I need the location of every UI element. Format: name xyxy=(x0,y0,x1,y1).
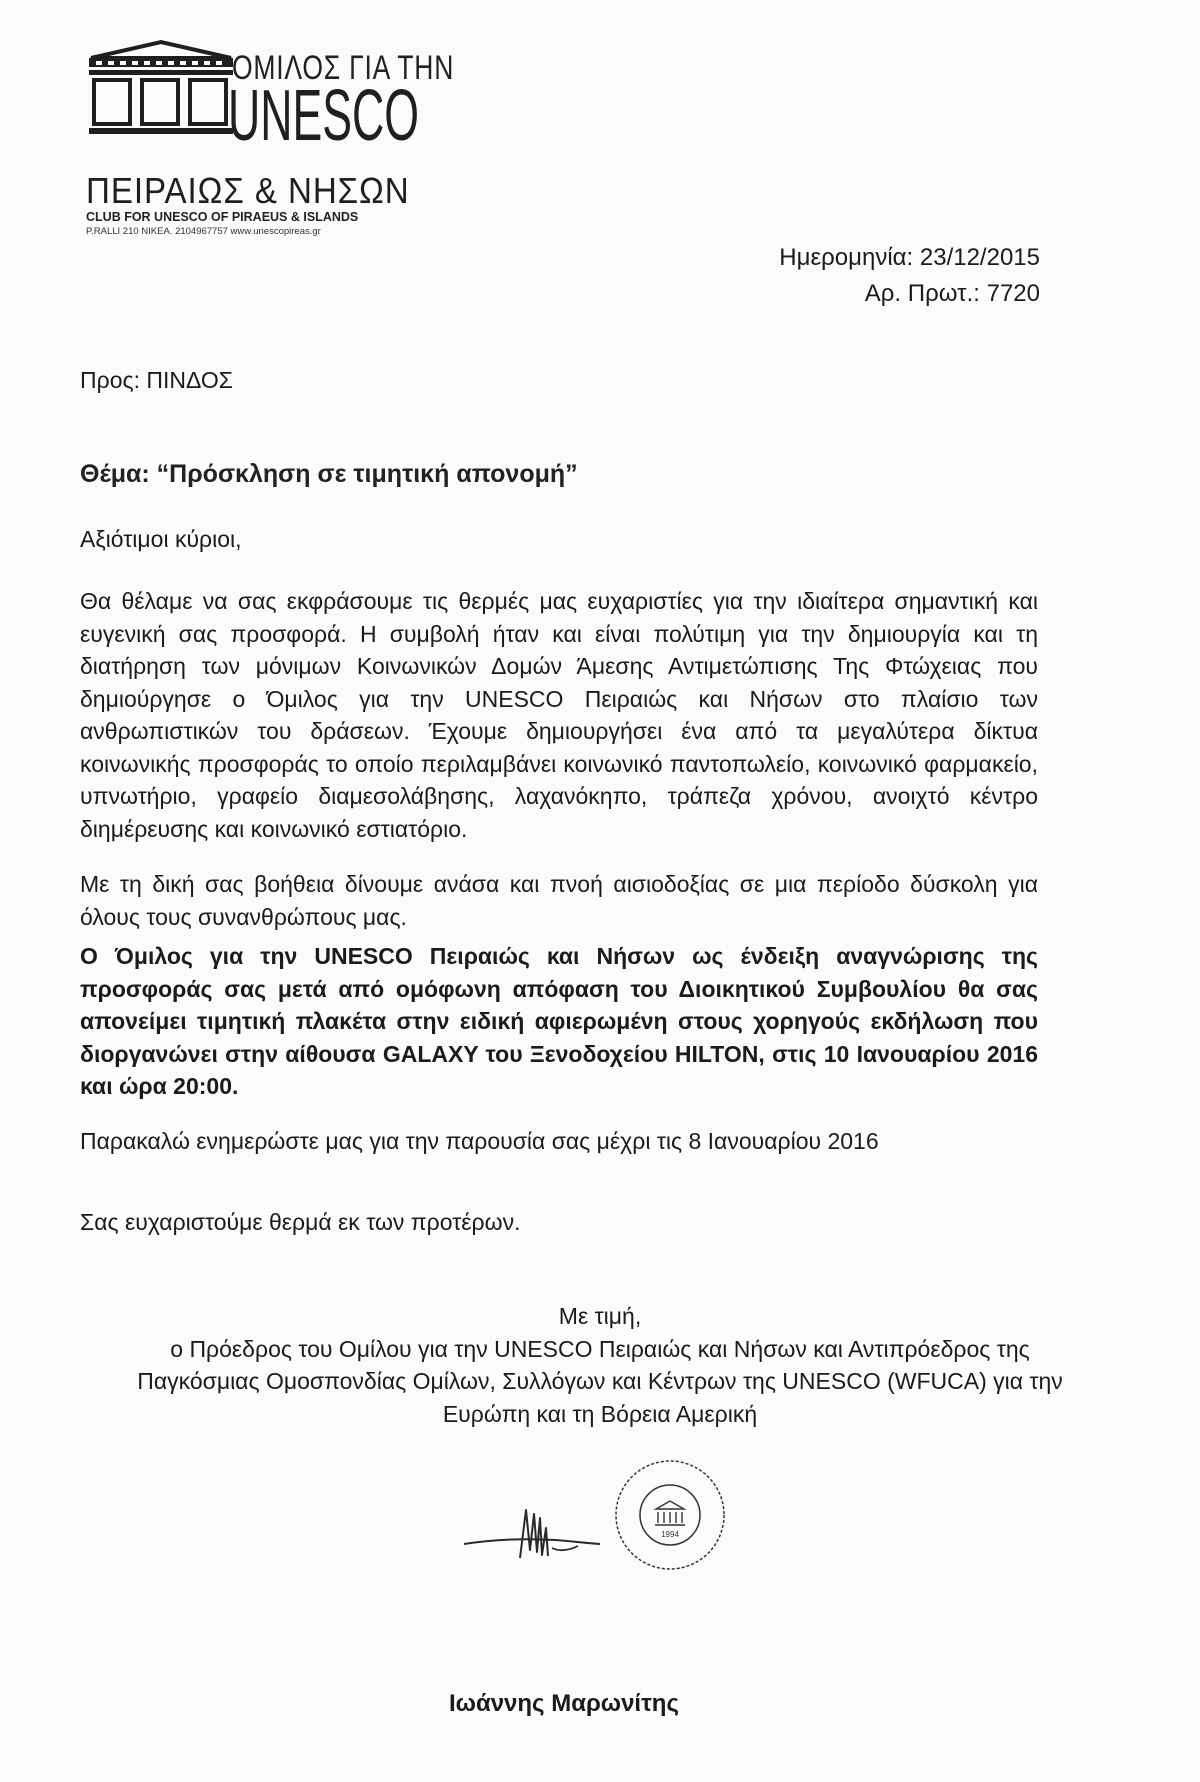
letter-date: Ημερομηνία: 23/12/2015 xyxy=(779,244,1040,271)
letterhead-region: ΠΕΙΡΑΙΩΣ & ΝΗΣΩΝ xyxy=(86,170,410,211)
signer-name: Ιωάννης Μαρωνίτης xyxy=(449,1690,679,1717)
protocol-number: Αρ. Πρωτ.: 7720 xyxy=(864,280,1040,307)
salutation: Αξιότιμοι κύριοι, xyxy=(80,526,242,552)
letterhead-org-line: ΟΜΙΛΟΣ ΓΙΑ ΤΗΝ xyxy=(232,49,455,87)
closing-title-2: Παγκόσμιας Ομοσπονδίας Ομίλων, Συλλόγων και Κέντρων της UNESCO (WFUCA) για την xyxy=(137,1368,1063,1394)
letter-meta xyxy=(779,240,1040,312)
body-paragraph-3: Ο Όμιλος για την UNESCO Πειραιώς και Νήσων ως ένδειξη αναγνώρισης της προσφοράς σας μετά από ομόφωνη απόφαση του Διοικητικού Συμβουλίου θα σας απονείμει τιμητική πλακέτα στην ειδική αφιερωμένη στους χορηγούς εκδήλωση που διοργανώνει στην αίθουσα GALAXY του Ξενοδοχείου HILTON, στις 10 Ιανουαρίου 2016 και ώρα 20:00. xyxy=(80,943,1038,1099)
letterhead-unesco-wordmark: UNESCO xyxy=(228,76,419,156)
official-stamp xyxy=(610,1455,730,1575)
body-paragraph-4: Παρακαλώ ενημερώστε μας για την παρουσία σας μέχρι τις 8 Ιανουαρίου 2016 xyxy=(80,1128,879,1154)
body-paragraph-5: Σας ευχαριστούμε θερμά εκ των προτέρων. xyxy=(80,1209,521,1235)
closing-greeting: Με τιμή, xyxy=(558,1303,642,1329)
recipient: Προς: ΠΙΝΔΟΣ xyxy=(80,367,233,393)
handwritten-signature xyxy=(460,1500,610,1570)
body-paragraph-2: Με τη δική σας βοήθεια δίνουμε ανάσα και πνοή αισιοδοξίας σε μια περίοδο δύσκολη για όλους τους συνανθρώπους μας. xyxy=(80,871,1038,930)
closing-title-1: ο Πρόεδρος του Ομίλου για την UNESCO Πειραιώς και Νήσων και Αντιπρόεδρος της xyxy=(170,1335,1030,1362)
closing-block xyxy=(80,1300,1120,1430)
temple-logo-icon xyxy=(86,36,236,166)
letterhead-contact: P.RALLI 210 NIKEA. 2104967757 www.unescopireas.gr xyxy=(86,226,321,237)
body-paragraph-1: Θα θέλαμε να σας εκφράσουμε τις θερμές μας ευχαριστίες για την ιδιαίτερα σημαντική και ευγενική σας προσφορά. Η συμβολή ήταν και είναι πολύτιμη για την δημιουργία και τη διατήρηση των μόνιμων Κοινωνικών Δομών Άμεσης Αντιμετώπισης Της Φτώχειας που δημιούργησε ο Όμιλος για την UNESCO Πειραιώς και Νήσων στο πλαίσιο των ανθρωπιστικών του δράσεων. Έχουμε δημιουργήσει ένα από τα μεγαλύτερα δίκτυα κοινωνικής προσφοράς το οποίο περιλαμβάνει κοινωνικό παντοπωλείο, κοινωνικό φαρμακείο, υπνωτήριο, γραφείο διαμεσολάβησης, λαχανόκηπο, τράπεζα χρόνου, ανοιχτό κέντρο διημέρευσης και κοινωνικό εστιατόριο. xyxy=(80,588,1038,842)
closing-title-3: Ευρώπη και τη Βόρεια Αμερική xyxy=(442,1400,758,1427)
svg-text:1994: 1994 xyxy=(661,1530,679,1539)
letterhead-english-name: CLUB FOR UNESCO OF PIRAEUS & ISLANDS xyxy=(86,210,359,224)
subject-line: Θέμα: “Πρόσκληση σε τιμητική απονομή” xyxy=(80,460,578,488)
